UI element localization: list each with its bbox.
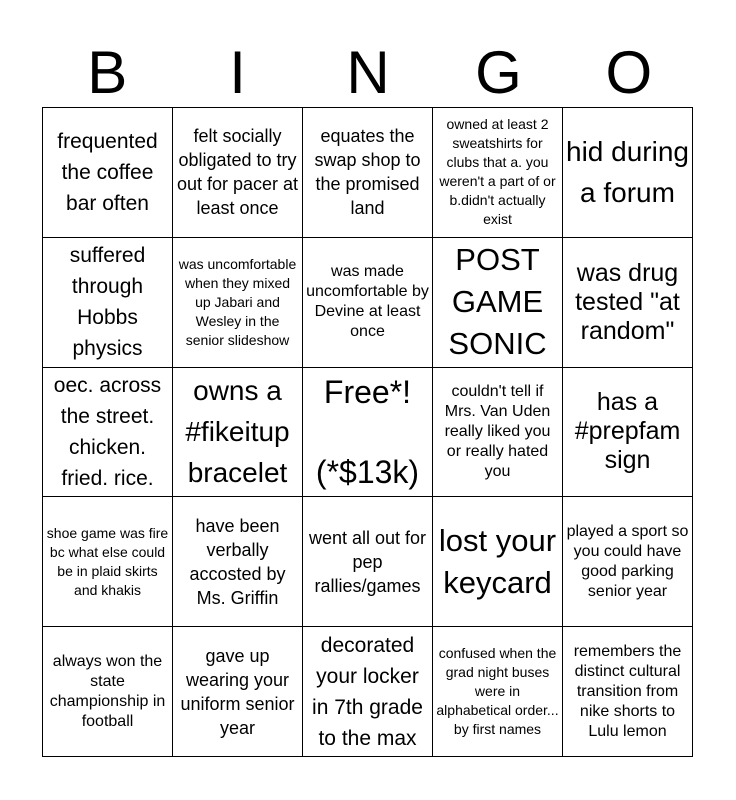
bingo-cell[interactable] — [173, 238, 303, 368]
cell-text: equates the swap shop to the promised land — [314, 126, 421, 219]
cell-text: gave up wearing your uniform senior year — [180, 645, 295, 738]
bingo-cell[interactable] — [173, 627, 303, 757]
bingo-cell[interactable] — [433, 627, 563, 757]
cell-text: remembers the distinct cultural transition from nike shorts to Lulu lemon — [573, 642, 682, 740]
bingo-cell[interactable] — [173, 108, 303, 238]
cell-text: owned at least 2 sweatshirts for clubs that a. you weren't a part of or b.didn't actually exist — [439, 116, 556, 228]
cell-text: went all out for pep rallies/games — [308, 527, 427, 596]
cell-text: decorated your locker in 7th grade to the max — [312, 633, 423, 750]
bingo-cell[interactable] — [303, 497, 433, 627]
bingo-cell[interactable] — [43, 627, 173, 757]
bingo-grid — [42, 107, 693, 757]
cell-text: has a #prepfam sign — [574, 388, 681, 475]
bingo-cell[interactable] — [43, 238, 173, 368]
cell-text: was drug tested "at random" — [575, 258, 680, 345]
cell-text: played a sport so you could have good parking senior year — [566, 522, 689, 600]
cell-text: always won the state championship in football — [49, 652, 166, 730]
bingo-cell[interactable] — [433, 108, 563, 238]
free-space-text: Free*! (*$13k) — [315, 374, 420, 490]
bingo-cell[interactable] — [303, 108, 433, 238]
bingo-cell[interactable] — [563, 627, 693, 757]
bingo-cell[interactable] — [43, 368, 173, 498]
cell-text: was uncomfortable when they mixed up Jabari and Wesley in the senior slideshow — [178, 255, 297, 348]
header-letter-b: B — [87, 39, 128, 106]
cell-text: have been verbally accosted by Ms. Griffin — [189, 515, 286, 608]
bingo-cell[interactable] — [303, 238, 433, 368]
bingo-cell[interactable] — [173, 368, 303, 498]
cell-text: couldn't tell if Mrs. Van Uden really liked you or really hated you — [444, 382, 551, 480]
bingo-cell[interactable] — [563, 108, 693, 238]
bingo-cell[interactable] — [563, 497, 693, 627]
bingo-cell[interactable] — [433, 497, 563, 627]
bingo-cell[interactable] — [303, 627, 433, 757]
bingo-cell[interactable] — [433, 368, 563, 498]
header-letter-g: G — [475, 39, 522, 106]
cell-text: shoe game was fire bc what else could be in plaid skirts and khakis — [46, 524, 169, 598]
bingo-cell[interactable] — [43, 497, 173, 627]
cell-text: suffered through Hobbs physics — [69, 244, 146, 361]
cell-text: POST GAME SONIC — [448, 242, 547, 362]
bingo-cell[interactable] — [563, 238, 693, 368]
header-letter-n: N — [346, 39, 390, 106]
cell-text: frequented the coffee bar often — [57, 129, 158, 215]
cell-text: hid during a forum — [566, 136, 689, 209]
header-letter-i: I — [229, 39, 246, 106]
bingo-cell[interactable] — [563, 368, 693, 498]
cell-text: confused when the grad night buses were in alphabetical order... by first names — [436, 645, 559, 738]
bingo-cell[interactable] — [173, 497, 303, 627]
cell-text: was made uncomfortable by Devine at least once — [306, 263, 429, 341]
cell-text: lost your keycard — [438, 522, 557, 600]
cell-text: oec. across the street. chicken. fried. rice. — [53, 373, 162, 490]
cell-text: owns a #fikeitup bracelet — [185, 375, 290, 489]
header-letter-o: O — [605, 39, 653, 106]
bingo-cell[interactable] — [43, 108, 173, 238]
bingo-cell[interactable] — [433, 238, 563, 368]
free-space-cell[interactable] — [303, 368, 433, 498]
bingo-header — [42, 38, 694, 108]
cell-text: felt socially obligated to try out for pacer at least once — [176, 126, 299, 219]
